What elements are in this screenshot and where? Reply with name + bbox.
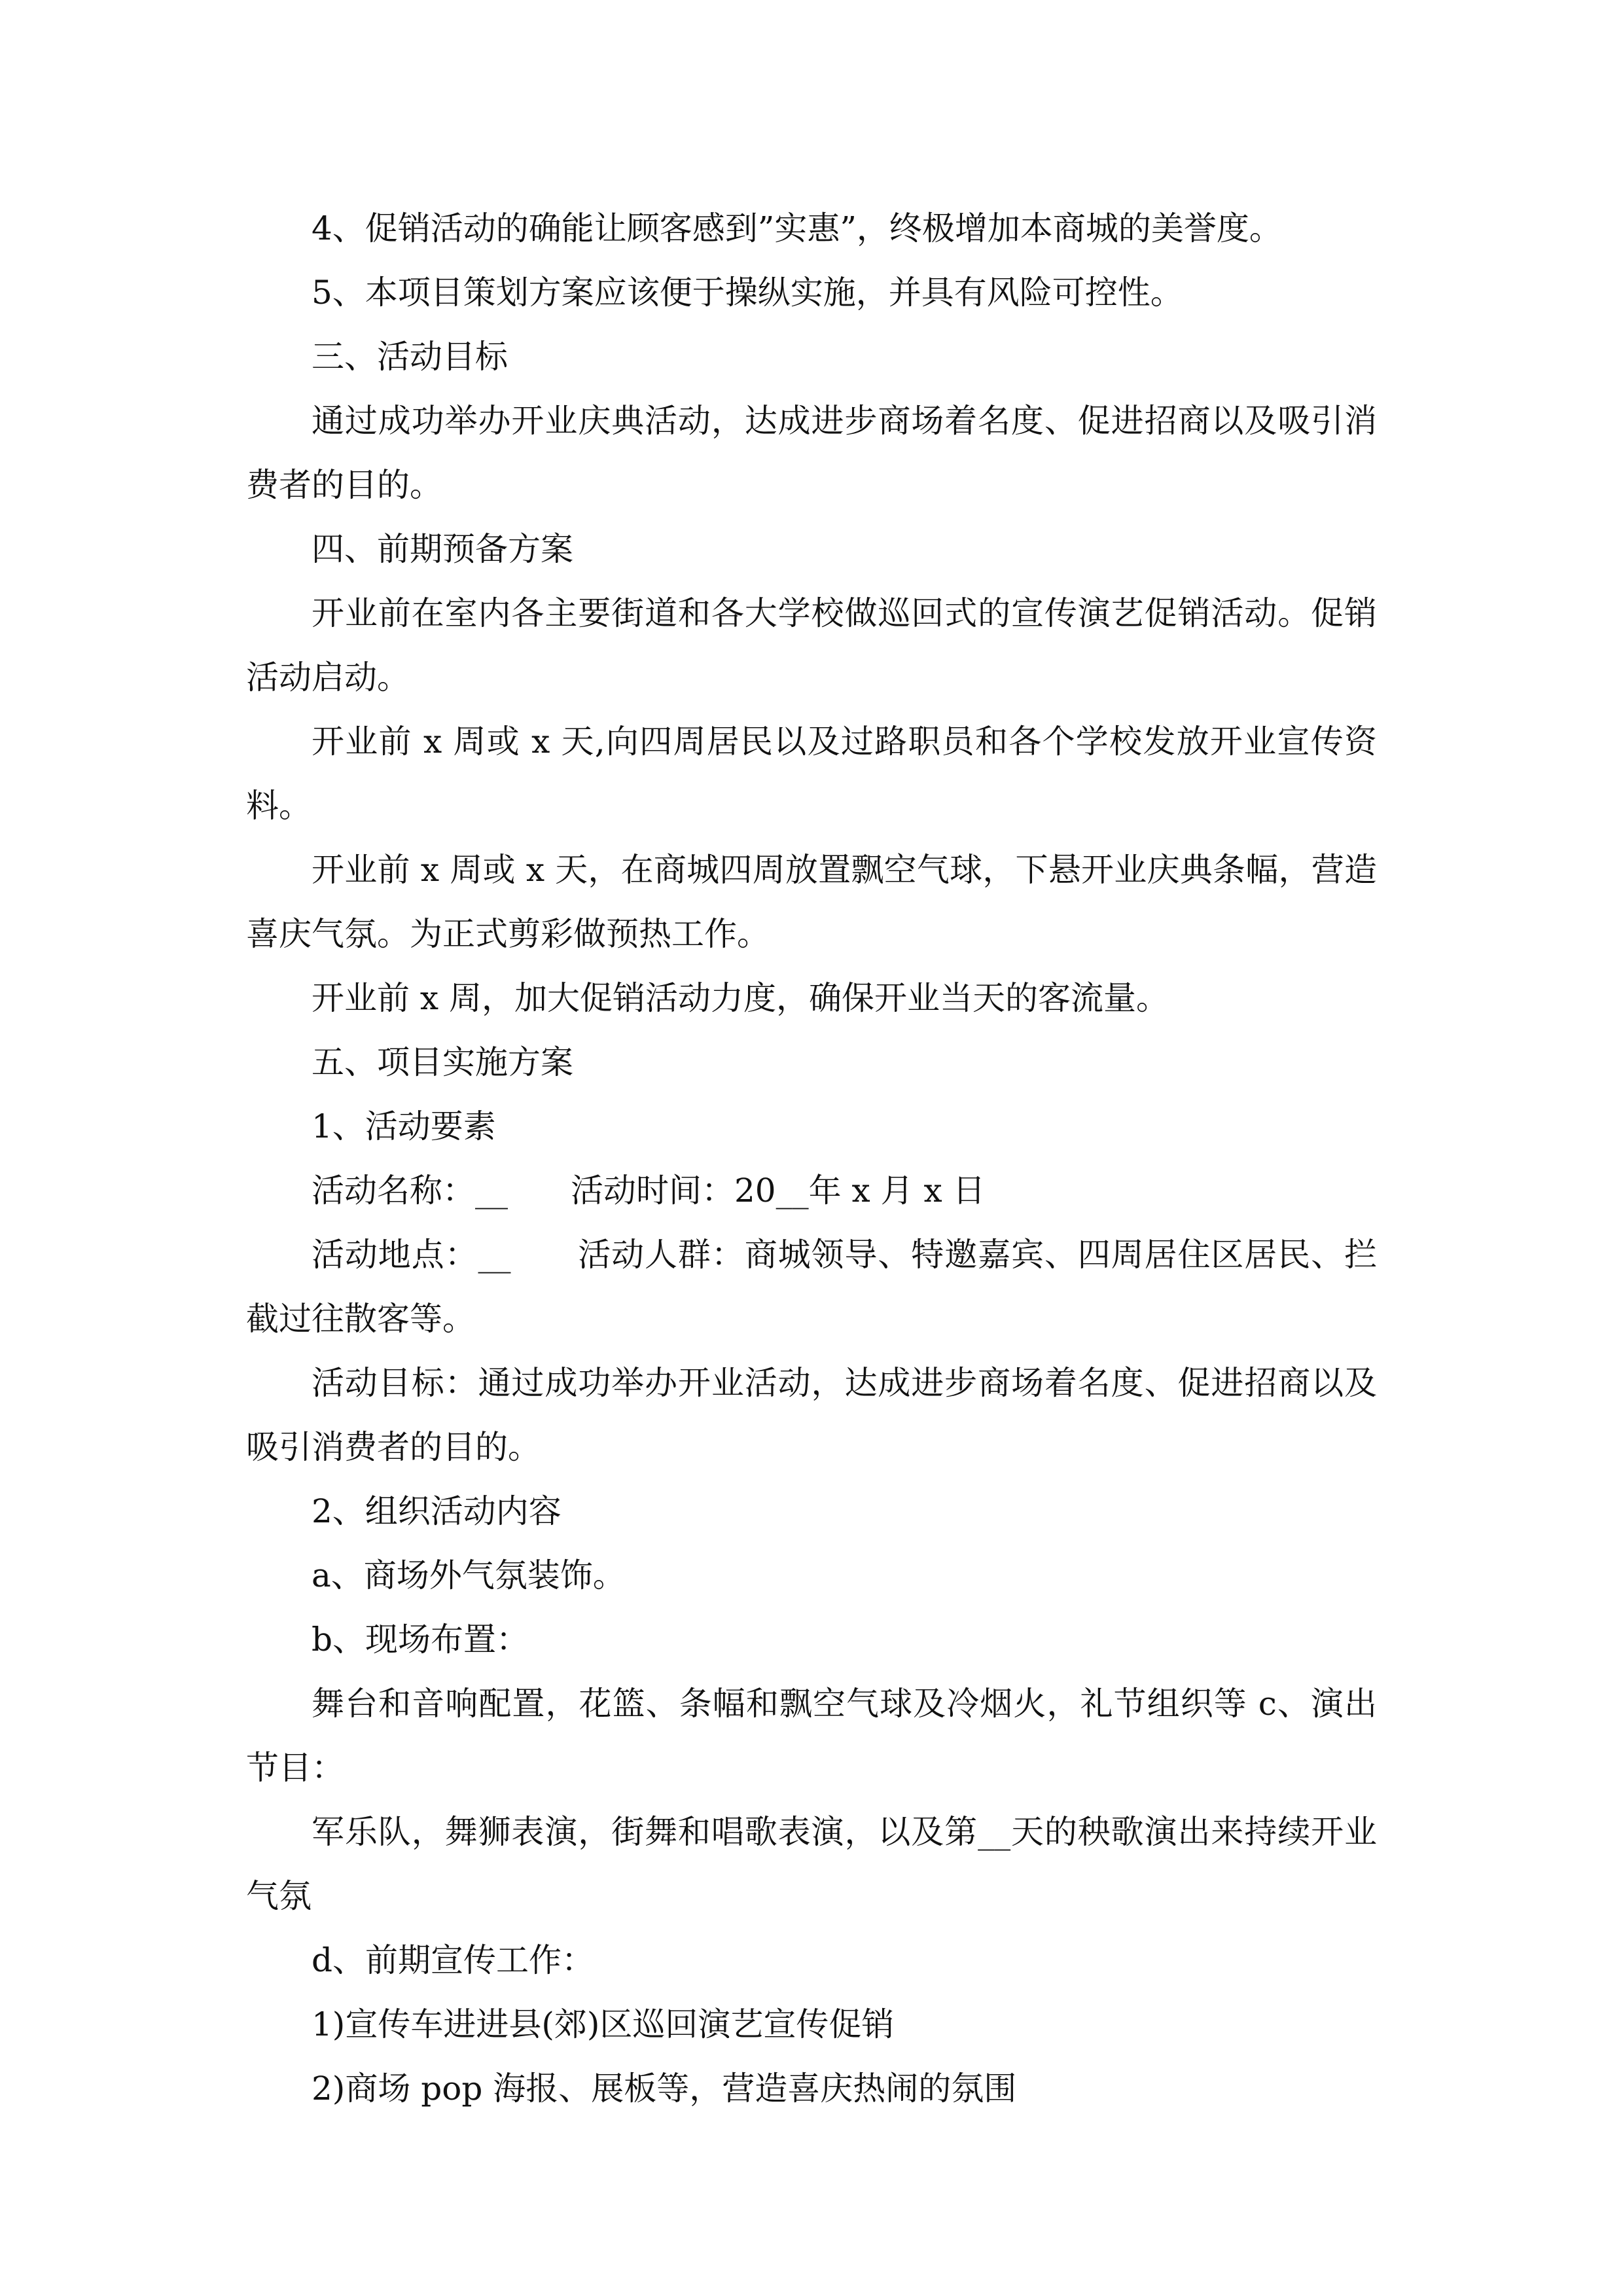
paragraph-performances: 军乐队，舞狮表演，街舞和唱歌表演，以及第__天的秧歌演出来持续开业气氛 xyxy=(246,1813,1377,1915)
section-heading-4: 四、前期预备方案 xyxy=(312,530,573,568)
paragraph-balloons: 开业前 x 周或 x 天，在商城四周放置飘空气球，下悬开业庆典条幅，营造喜庆气氛。为正式剪彩做预热工作。 xyxy=(246,851,1377,953)
item-b-layout: b、现场布置： xyxy=(312,1621,529,1659)
paragraph-item-5: 5、本项目策划方案应该便于操纵实施，并具有风险可控性。 xyxy=(312,274,1183,312)
document-body xyxy=(246,196,1377,2121)
item-a-decoration: a、商场外气氛装饰。 xyxy=(312,1556,626,1594)
paragraph-location-audience: 活动地点：__ 活动人群：商城领导、特邀嘉宾、四周居住区居民、拦截过往散客等。 xyxy=(246,1236,1377,1338)
activity-time: 活动时间：20__年 x 月 x 日 xyxy=(571,1172,986,1210)
paragraph-goal: 通过成功举办开业庆典活动，达成进步商场着名度、促进招商以及吸引消费者的目的。 xyxy=(246,402,1377,504)
subheading-activity-elements: 1、活动要素 xyxy=(312,1107,496,1145)
publicity-item-1: 1)宣传车进进县(郊)区巡回演艺宣传促销 xyxy=(312,2005,895,2043)
activity-name: 活动名称：__ xyxy=(312,1172,508,1210)
activity-name-time-row xyxy=(246,1158,1377,1223)
paragraph-promotion: 开业前 x 周，加大促销活动力度，确保开业当天的客流量。 xyxy=(312,979,1169,1017)
paragraph-stage-setup: 舞台和音响配置，花篮、条幅和飘空气球及冷烟火，礼节组织等 c、演出节目： xyxy=(246,1685,1377,1787)
item-d-publicity: d、前期宣传工作： xyxy=(312,1941,595,1979)
subheading-organize-content: 2、组织活动内容 xyxy=(312,1492,562,1530)
paragraph-activity-goal: 活动目标：通过成功举办开业活动，达成进步商场着名度、促进招商以及吸引消费者的目的。 xyxy=(246,1364,1377,1466)
paragraph-pre-opening-tour: 开业前在室内各主要街道和各大学校做巡回式的宣传演艺促销活动。促销活动启动。 xyxy=(246,594,1377,696)
paragraph-item-4: 4、促销活动的确能让顾客感到”实惠”，终极增加本商城的美誉度。 xyxy=(312,209,1282,247)
section-heading-5: 五、项目实施方案 xyxy=(312,1043,573,1081)
paragraph-flyers: 开业前 x 周或 x 天,向四周居民以及过路职员和各个学校发放开业宣传资料。 xyxy=(246,723,1377,825)
publicity-item-2: 2)商场 pop 海报、展板等，营造喜庆热闹的氛围 xyxy=(312,2070,1017,2108)
section-heading-3: 三、活动目标 xyxy=(312,338,508,376)
